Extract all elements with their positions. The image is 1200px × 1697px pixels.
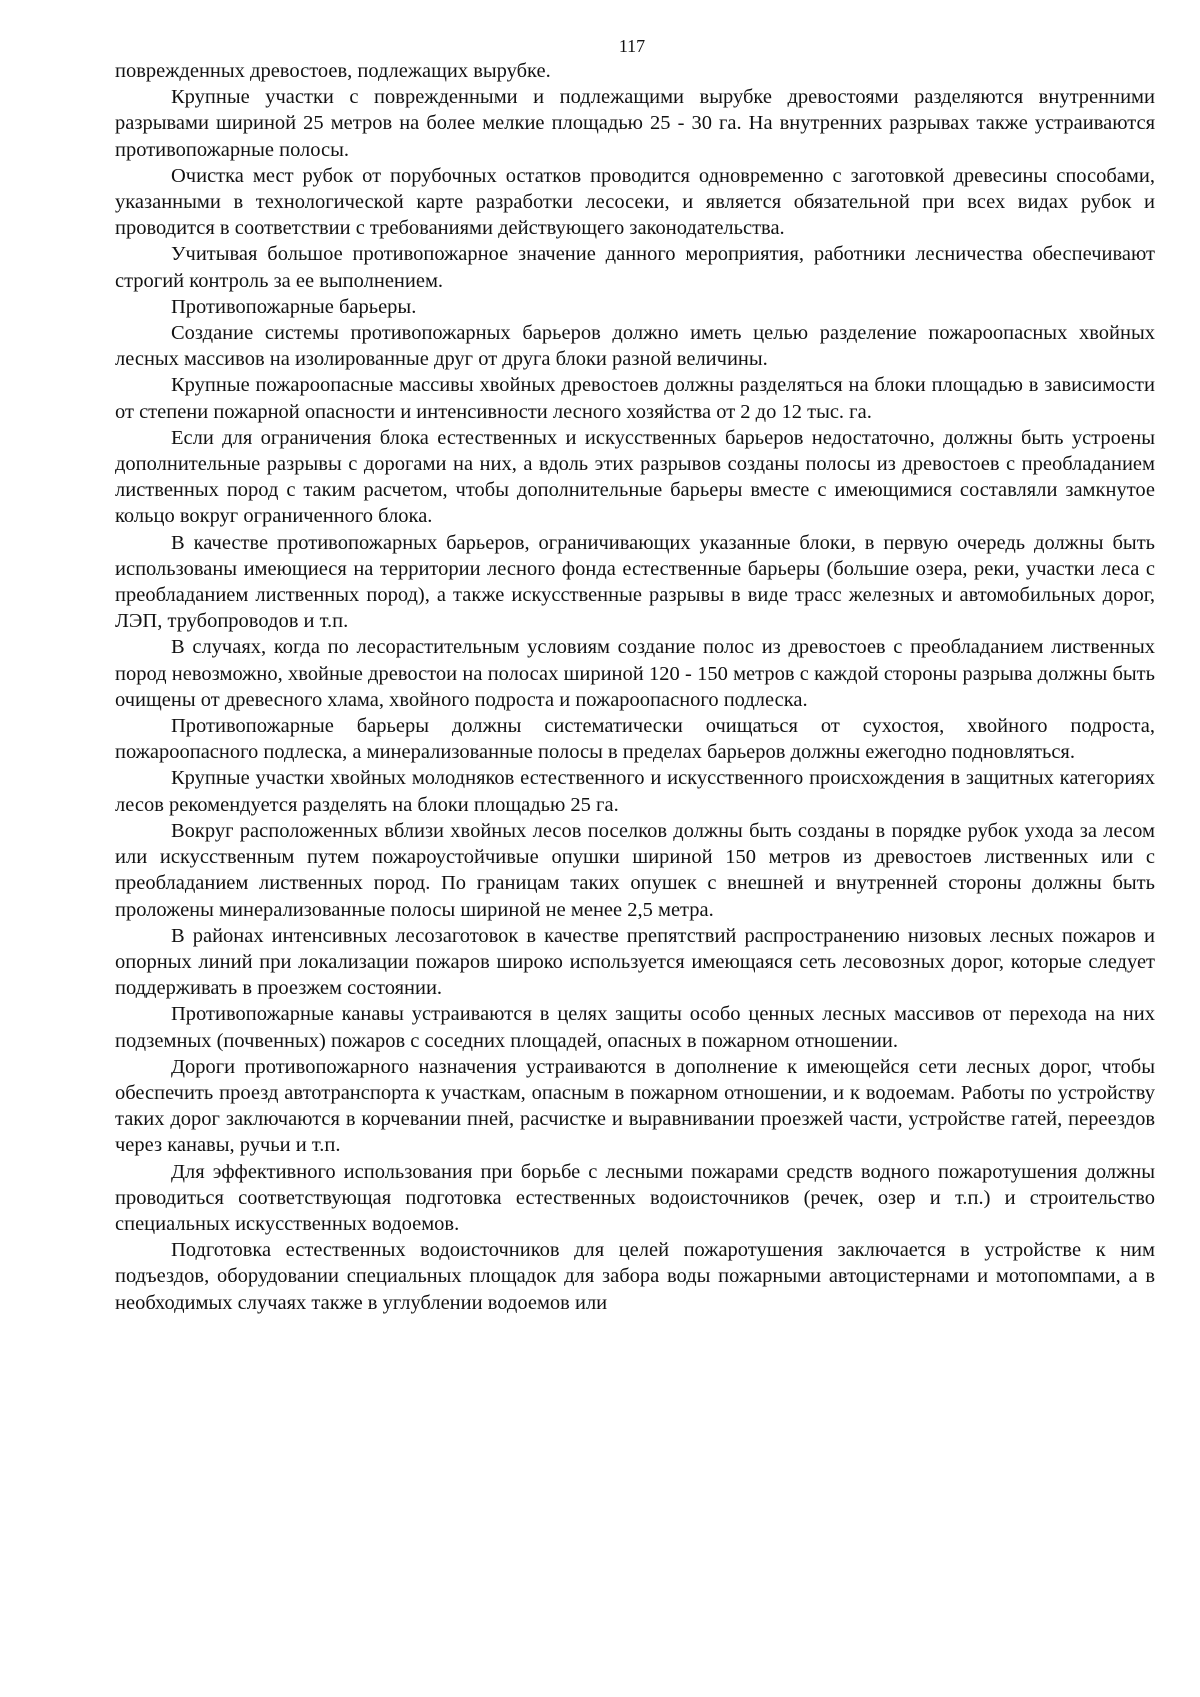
paragraph: Противопожарные барьеры должны систематически очищаться от сухостоя, хвойного подроста, пожароопасного подлеска, а минерализованные полосы в пределах барьеров должны ежегодно подновляться. [115, 715, 1155, 764]
paragraph: Если для ограничения блока естественных и искусственных барьеров недостаточно, должны быть устроены дополнительные разрывы с дорогами на них, а вдоль этих разрывов созданы полосы из древостоев с преобладанием лиственных пород с таким расчетом, чтобы дополнительные барьеры вместе с имеющимися составляли замкнутое кольцо вокруг ограниченного блока. [115, 426, 1155, 528]
paragraph: Противопожарные канавы устраиваются в целях защиты особо ценных лесных массивов от перехода на них подземных (почвенных) пожаров с соседних площадей, опасных в пожарном отношении. [115, 1003, 1155, 1052]
paragraph: Крупные участки хвойных молодняков естественного и искусственного происхождения в защитных категориях лесов рекомендуется разделять на блоки площадью 25 га. [115, 767, 1155, 816]
section-heading: Противопожарные барьеры. [171, 295, 417, 318]
paragraph: В случаях, когда по лесорастительным условиям создание полос из древостоев с преобладанием лиственных пород невозможно, хвойные древостои на полосах шириной 120 - 150 метров с каждой стороны разрыва должны быть очищены от древесного хлама, хвойного подроста и пожароопасного подлеска. [115, 636, 1155, 711]
paragraph: В районах интенсивных лесозаготовок в качестве препятствий распространению низовых лесных пожаров и опорных линий при локализации пожаров широко используется имеющаяся сеть лесовозных дорог, которые следует поддерживать в проезжем состоянии. [115, 924, 1155, 1000]
paragraph: Учитывая большое противопожарное значение данного мероприятия, работники лесничества обеспечивают строгий контроль за ее выполнением. [115, 243, 1155, 292]
paragraph: Создание системы противопожарных барьеров должно иметь целью разделение пожароопасных хвойных лесных массивов на изолированные друг от друга блоки разной величины. [115, 322, 1155, 371]
page-body [115, 58, 1155, 1316]
paragraph: Вокруг расположенных вблизи хвойных лесов поселков должны быть созданы в порядке рубок ухода за лесом или искусственным путем пожароустойчивые опушки шириной 150 метров из древостоев лиственных или с преобладанием лиственных пород. По границам таких опушек с внешней и внутренней стороны должны быть проложены минерализованные полосы шириной не менее 2,5 метра. [115, 819, 1155, 921]
paragraph: Крупные участки с поврежденными и подлежащими вырубке древостоями разделяются внутренними разрывами шириной 25 метров на более мелкие площадью 25 - 30 га. На внутренних разрывах также устраиваются противопожарные полосы. [115, 86, 1155, 161]
paragraph: Крупные пожароопасные массивы хвойных древостоев должны разделяться на блоки площадью в зависимости от степени пожарной опасности и интенсивности лесного хозяйства от 2 до 12 тыс. га. [115, 374, 1155, 423]
paragraph: поврежденных древостоев, подлежащих вырубке. [115, 60, 551, 82]
paragraph: Подготовка естественных водоисточников для целей пожаротушения заключается в устройстве к ним подъездов, оборудовании специальных площадок для забора воды пожарными автоцистернами и мотопомпами, а в необходимых случаях также в углублении водоемов или [115, 1239, 1155, 1314]
paragraph: Очистка мест рубок от порубочных остатков проводится одновременно с заготовкой древесины способами, указанными в технологической карте разработки лесосеки, и является обязательной при всех видах рубок и проводится в соответствии с требованиями действующего законодательства. [115, 164, 1155, 240]
paragraph: Дороги противопожарного назначения устраиваются в дополнение к имеющейся сети лесных дорог, чтобы обеспечить проезд автотранспорта к участкам, опасным в пожарном отношении, и к водоемам. Работы по устройству таких дорог заключаются в корчевании пней, расчистке и выравнивании проезжей части, устройстве гатей, переездов через канавы, ручьи и т.п. [115, 1055, 1155, 1157]
page-number: 117 [618, 36, 646, 56]
paragraph: Для эффективного использования при борьбе с лесными пожарами средств водного пожаротушения должны проводиться соответствующая подготовка естественных водоисточников (речек, озер и т.п.) и строительство специальных искусственных водоемов. [115, 1160, 1155, 1235]
paragraph: В качестве противопожарных барьеров, ограничивающих указанные блоки, в первую очередь должны быть использованы имеющиеся на территории лесного фонда естественные барьеры (большие озера, реки, участки леса с преобладанием лиственных пород), а также искусственные разрывы в виде трасс железных и автомобильных дорог, ЛЭП, трубопроводов и т.п. [115, 531, 1155, 633]
